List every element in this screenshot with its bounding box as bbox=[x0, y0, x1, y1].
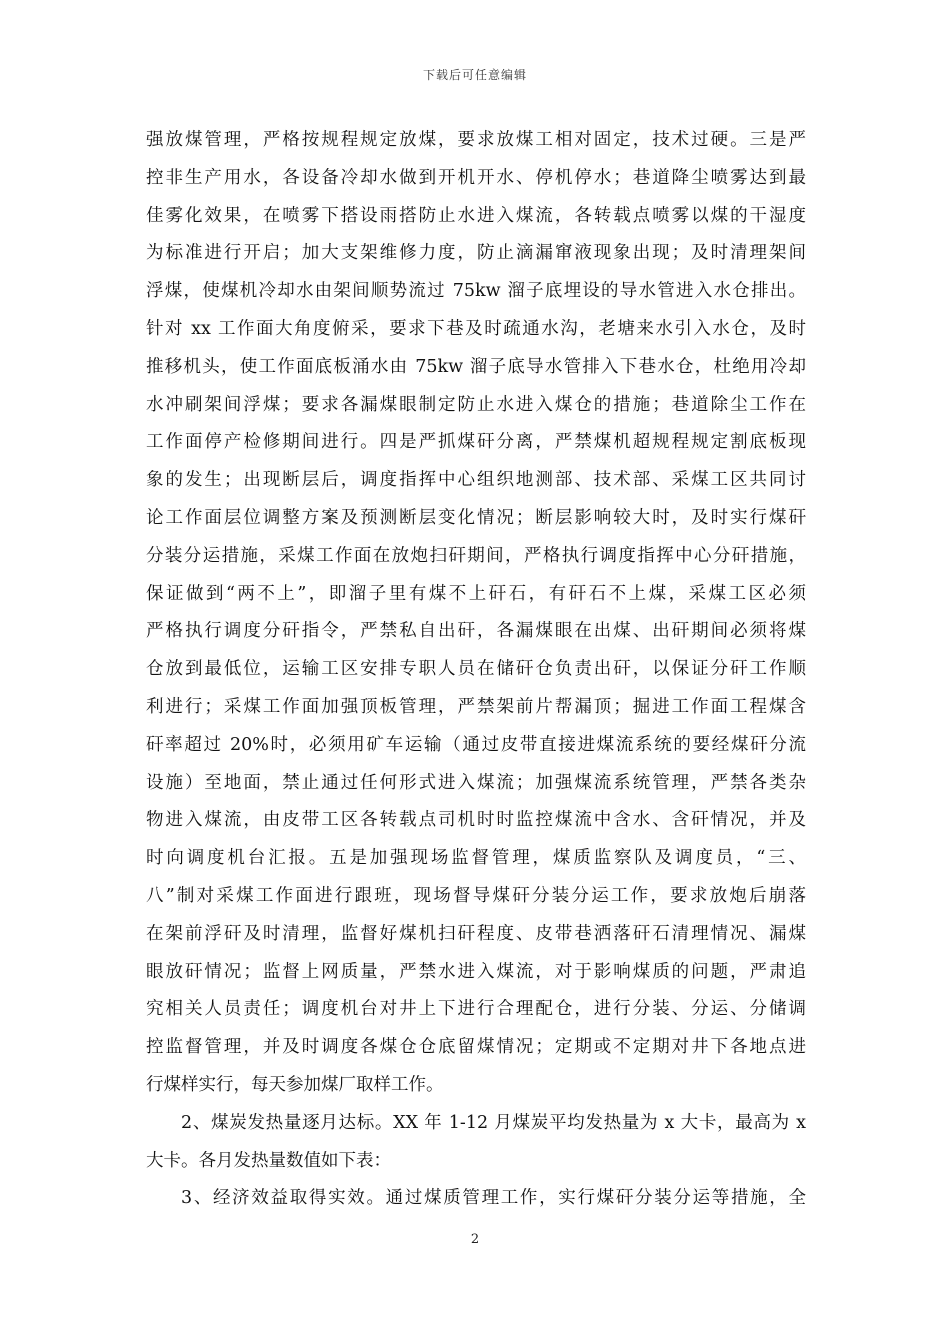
text-line: 时向调度机台汇报。五是加强现场监督管理，煤质监察队及调度员，“三、 bbox=[146, 848, 806, 869]
text-line: 水冲刷架间浮煤；要求各漏煤眼制定防止水进入煤仓的措施；巷道除尘工作在 bbox=[146, 394, 806, 415]
text-line: 仓放到最低位，运输工区安排专职人员在储矸仓负责出矸，以保证分矸工作顺 bbox=[146, 659, 806, 680]
text-line: 针对 xx 工作面大角度俯采，要求下巷及时疏通水沟，老塘来水引入水仓，及时 bbox=[146, 318, 806, 339]
text-line: 在架前浮矸及时清理，监督好煤机扫矸程度、皮带巷洒落矸石清理情况、漏煤 bbox=[146, 923, 806, 944]
page-number: 2 bbox=[470, 1232, 480, 1247]
text-line: 为标准进行开启；加大支架维修力度，防止滴漏窜液现象出现；及时清理架间 bbox=[146, 243, 806, 264]
text-line: 眼放矸情况；监督上网质量，严禁水进入煤流，对于影响煤质的问题，严肃追 bbox=[146, 961, 806, 982]
text-line: 八”制对采煤工作面进行跟班，现场督导煤矸分装分运工作，要求放炮后崩落 bbox=[146, 885, 806, 906]
text-line: 利进行；采煤工作面加强顶板管理，严禁架前片帮漏顶；掘进工作面工程煤含 bbox=[146, 696, 806, 717]
text-line: 严格执行调度分矸指令，严禁私自出矸，各漏煤眼在出煤、出矸期间必须将煤 bbox=[146, 621, 806, 642]
text-line: 3、经济效益取得实效。通过煤质管理工作，实行煤矸分装分运等措施，全 bbox=[181, 1188, 806, 1209]
document-body bbox=[146, 122, 806, 1218]
text-line: 论工作面层位调整方案及预测断层变化情况；断层影响较大时，及时实行煤矸 bbox=[146, 507, 806, 528]
text-line: 控非生产用水，各设备冷却水做到开机开水、停机停水；巷道降尘喷雾达到最 bbox=[146, 167, 806, 188]
text-line: 2、煤炭发热量逐月达标。XX 年 1-12 月煤炭平均发热量为 x 大卡，最高为 x bbox=[181, 1112, 806, 1133]
text-line: 行煤样实行，每天参加煤厂取样工作。 bbox=[146, 1074, 444, 1095]
text-line: 究相关人员责任；调度机台对井上下进行合理配仓，进行分装、分运、分储调 bbox=[146, 999, 806, 1020]
text-line: 设施）至地面，禁止通过任何形式进入煤流；加强煤流系统管理，严禁各类杂 bbox=[146, 772, 806, 793]
text-line: 控监督管理，并及时调度各煤仓仓底留煤情况；定期或不定期对井下各地点进 bbox=[146, 1037, 806, 1058]
text-line: 矸率超过 20%时，必须用矿车运输（通过皮带直接进煤流系统的要经煤矸分流 bbox=[146, 734, 806, 755]
page-header: 下载后可任意编辑 bbox=[422, 68, 527, 82]
text-line: 保证做到“两不上”，即溜子里有煤不上矸石，有矸石不上煤，采煤工区必须 bbox=[146, 583, 806, 604]
text-line: 浮煤，使煤机冷却水由架间顺势流过 75kw 溜子底埋设的导水管进入水仓排出。 bbox=[146, 281, 806, 302]
text-line: 大卡。各月发热量数值如下表： bbox=[146, 1150, 391, 1171]
text-line: 强放煤管理，严格按规程规定放煤，要求放煤工相对固定，技术过硬。三是严 bbox=[146, 130, 806, 150]
text-line: 分装分运措施，采煤工作面在放炮扫矸期间，严格执行调度指挥中心分矸措施， bbox=[146, 545, 806, 566]
text-line: 象的发生；出现断层后，调度指挥中心组织地测部、技术部、采煤工区共同讨 bbox=[146, 470, 806, 491]
text-line: 工作面停产检修期间进行。四是严抓煤矸分离，严禁煤机超规程规定割底板现 bbox=[146, 432, 806, 453]
text-line: 佳雾化效果，在喷雾下搭设雨搭防止水进入煤流，各转载点喷雾以煤的干湿度 bbox=[146, 205, 806, 226]
text-line: 物进入煤流，由皮带工区各转载点司机时时监控煤流中含水、含矸情况，并及 bbox=[146, 810, 806, 831]
text-line: 推移机头，使工作面底板涌水由 75kw 溜子底导水管排入下巷水仓，杜绝用冷却 bbox=[146, 356, 806, 377]
